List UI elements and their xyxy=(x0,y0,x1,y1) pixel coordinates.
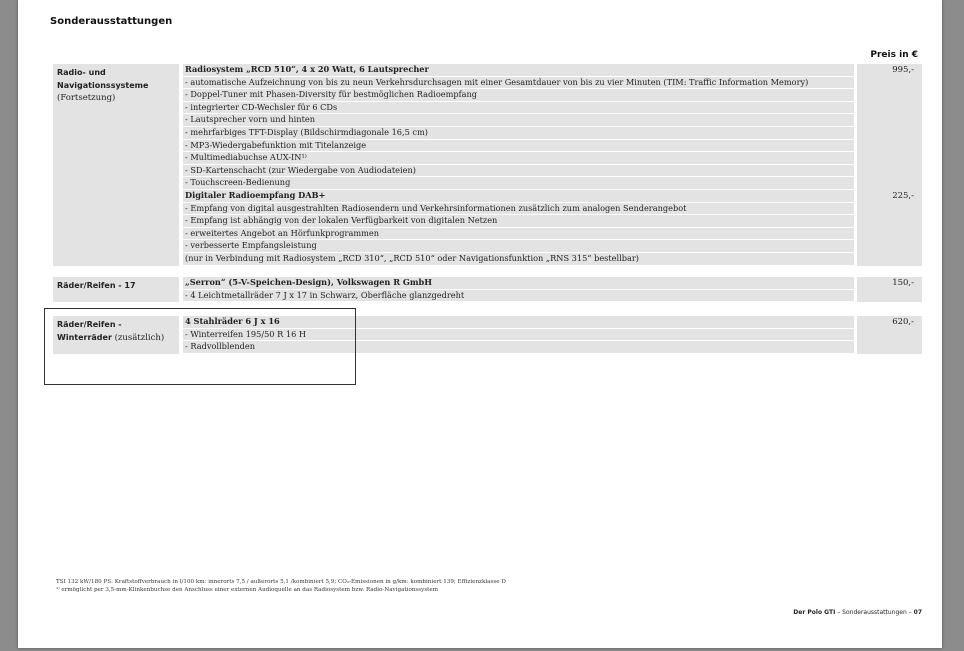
category-note: (zusätzlich) xyxy=(114,332,165,343)
item-heading-row: „Serron“ (5-V-Speichen-Design), Volkswagen R GmbH xyxy=(183,277,854,290)
item-detail-row: - Radvollblenden xyxy=(183,341,854,354)
price-cell xyxy=(857,277,922,302)
item-detail-row: - SD-Kartenschacht (zur Wiedergabe von Audiodateien) xyxy=(183,165,854,178)
category-title: Räder/Reifen - xyxy=(57,320,122,329)
category-title-line2: Navigationssysteme xyxy=(57,80,149,90)
footer-separator: – xyxy=(908,609,912,616)
footnote-consumption: TSI 132 kW/180 PS: Kraftstoffverbrauch in l/100 km: innerorts 7,5 / außerorts 5,1 /kombiniert 5,9; CO₂-Emissionen in g/km: kombiniert 139; Effizienzklasse D xyxy=(56,579,506,585)
item-detail-row: - Empfang ist abhängig von der lokalen Verfügbarkeit von digitalen Netzen xyxy=(183,215,854,228)
category-cell xyxy=(53,64,179,266)
item-heading-row: Digitaler Radioempfang DAB+ xyxy=(183,190,854,203)
item-detail-row: - integrierter CD-Wechsler für 6 CDs xyxy=(183,102,854,115)
footer-separator: – xyxy=(837,609,841,616)
item-detail-row: - automatische Aufzeichnung von bis zu neun Verkehrsdurchsagen mit einer Gesamtdauer von bis zu vier Minuten (TIM: Traffic Information Memory) xyxy=(183,77,854,90)
footer-page-number: 07 xyxy=(913,609,922,616)
footer-model: Der Polo GTI xyxy=(793,609,836,616)
category-title-line2: Winterräder xyxy=(57,332,112,342)
price-value: 620,- xyxy=(892,317,914,327)
price-value: 225,- xyxy=(892,191,914,201)
footnotes xyxy=(56,578,506,594)
item-detail-row: - Touchscreen-Bedienung xyxy=(183,177,854,190)
item-detail-row: - Doppel-Tuner mit Phasen-Diversity für bestmöglichen Radioempfang xyxy=(183,89,854,102)
item-detail-row: - Multimediabuchse AUX-IN¹⁾ xyxy=(183,152,854,165)
price-value: 995,- xyxy=(892,65,914,75)
item-detail-row: - 4 Leichtmetallräder 7 J x 17 in Schwarz, Oberfläche glanzgedreht xyxy=(183,290,854,303)
category-note: (Fortsetzung) xyxy=(57,93,116,103)
item-detail-row: - MP3-Wiedergabefunktion mit Titelanzeige xyxy=(183,140,854,153)
item-detail-row: - Empfang von digital ausgestrahlten Radiosendern und Verkehrsinformationen zusätzlich zum analogen Senderangebot xyxy=(183,203,854,216)
price-cell xyxy=(857,64,922,266)
category-title: Räder/Reifen - 17 xyxy=(57,281,136,290)
item-detail-row: (nur in Verbindung mit Radiosystem „RCD 310“, „RCD 510“ oder Navigationsfunktion „RNS 315“ bestellbar) xyxy=(183,253,854,266)
document-page xyxy=(18,0,942,648)
table-section xyxy=(53,277,922,302)
page-footer xyxy=(793,609,922,616)
item-heading-row: Radiosystem „RCD 510“, 4 x 20 Watt, 6 Lautsprecher xyxy=(183,64,854,77)
footer-section: Sonderausstattungen xyxy=(842,609,907,616)
item-heading-row: 4 Stahlräder 6 J x 16 xyxy=(183,316,854,329)
item-detail-row: - mehrfarbiges TFT-Display (Bildschirmdiagonale 16,5 cm) xyxy=(183,127,854,140)
price-column-header: Preis in € xyxy=(870,50,918,60)
footnote-aux: ¹⁾ ermöglicht per 3,5-mm-Klinkenbuchse den Anschluss einer externen Audioquelle an das Radiosystem bzw. Radio-Navigationssystem xyxy=(56,587,439,593)
selection-rectangle xyxy=(44,308,356,385)
table-section xyxy=(53,64,922,266)
item-detail-row: - verbesserte Empfangsleistung xyxy=(183,240,854,253)
item-detail-row: - Winterreifen 195/50 R 16 H xyxy=(183,329,854,342)
items-column xyxy=(183,277,854,302)
items-column xyxy=(183,64,854,266)
price-value: 150,- xyxy=(892,278,914,288)
category-title: Radio- und xyxy=(57,68,106,77)
item-detail-row: - erweitertes Angebot an Hörfunkprogrammen xyxy=(183,228,854,241)
item-detail-row: - Lautsprecher vorn und hinten xyxy=(183,114,854,127)
category-cell xyxy=(53,277,179,302)
price-cell xyxy=(857,316,922,354)
page-title: Sonderausstattungen xyxy=(50,16,173,27)
